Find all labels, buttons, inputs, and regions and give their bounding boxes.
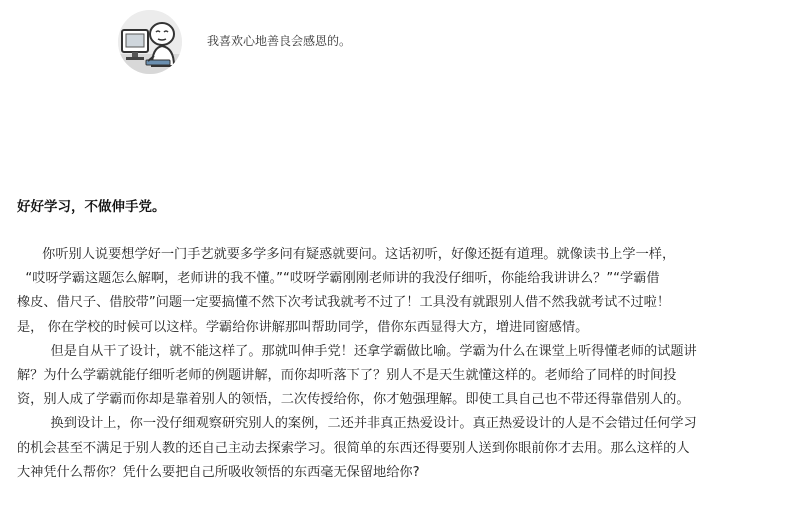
intro-text: 我喜欢心地善良会感恩的。: [207, 34, 352, 48]
text-line: 你听别人说要想学好一门手艺就要多学多问有疑惑就要问。这话初听，好像还挺有道理。就像读书上学一样，: [17, 247, 676, 262]
cartoon-computer-user-icon: [118, 10, 182, 74]
text-line: 解？为什么学霸就能仔细听老师的例题讲解，而你却听落下了？别人不是天生就懂这样的。老师给了同样的时间投: [17, 368, 677, 384]
text-line: 但是自从干了设计，就不能这样了。那就叫伸手党！还拿学霸做比喻。学霸为什么在课堂上听得懂老师的试题讲: [17, 343, 697, 359]
text-line: 的机会甚至不满足于别人教的还自己主动去探索学习。很简单的东西还得要别人送到你眼前你才去用。那么这样的人: [17, 440, 690, 456]
text-line: 资，别人成了学霸而你却是靠着别人的领悟，二次传授给你，你才勉强理解。即使工具自己也不带还得靠借别人的。: [17, 392, 690, 408]
text-line: 是， 你在学校的时候可以这样。学霸给你讲解那叫帮助同学，借你东西显得大方，增进同窗感情。: [17, 319, 589, 335]
text-line: 大神凭什么帮你？凭什么要把自己所吸收领悟的东西毫无保留地给你?: [17, 464, 420, 480]
paragraph-3: [17, 412, 787, 485]
text-line: 换到设计上，你一没仔细观察研究别人的案例，二还并非真正热爱设计。真正热爱设计的人是不会错过任何学习: [17, 416, 697, 432]
text-line: 橡皮、借尺子、借胶带”问题一定要搞懂不然下次考试我就考不过了！工具没有就跟别人借不然我就考试不过啦！: [17, 295, 671, 311]
article-heading: 好好学习，不做伸手党。: [17, 199, 166, 215]
paragraph-2: [17, 340, 787, 413]
text-line: “哎呀学霸这题怎么解啊，老师讲的我不懂。”“哎呀学霸刚刚老师讲的我没仔细听，你能给我讲讲么？”“学霸借: [17, 271, 660, 287]
avatar: [118, 10, 182, 74]
article-body: [17, 243, 787, 485]
paragraph-1: [17, 243, 787, 340]
